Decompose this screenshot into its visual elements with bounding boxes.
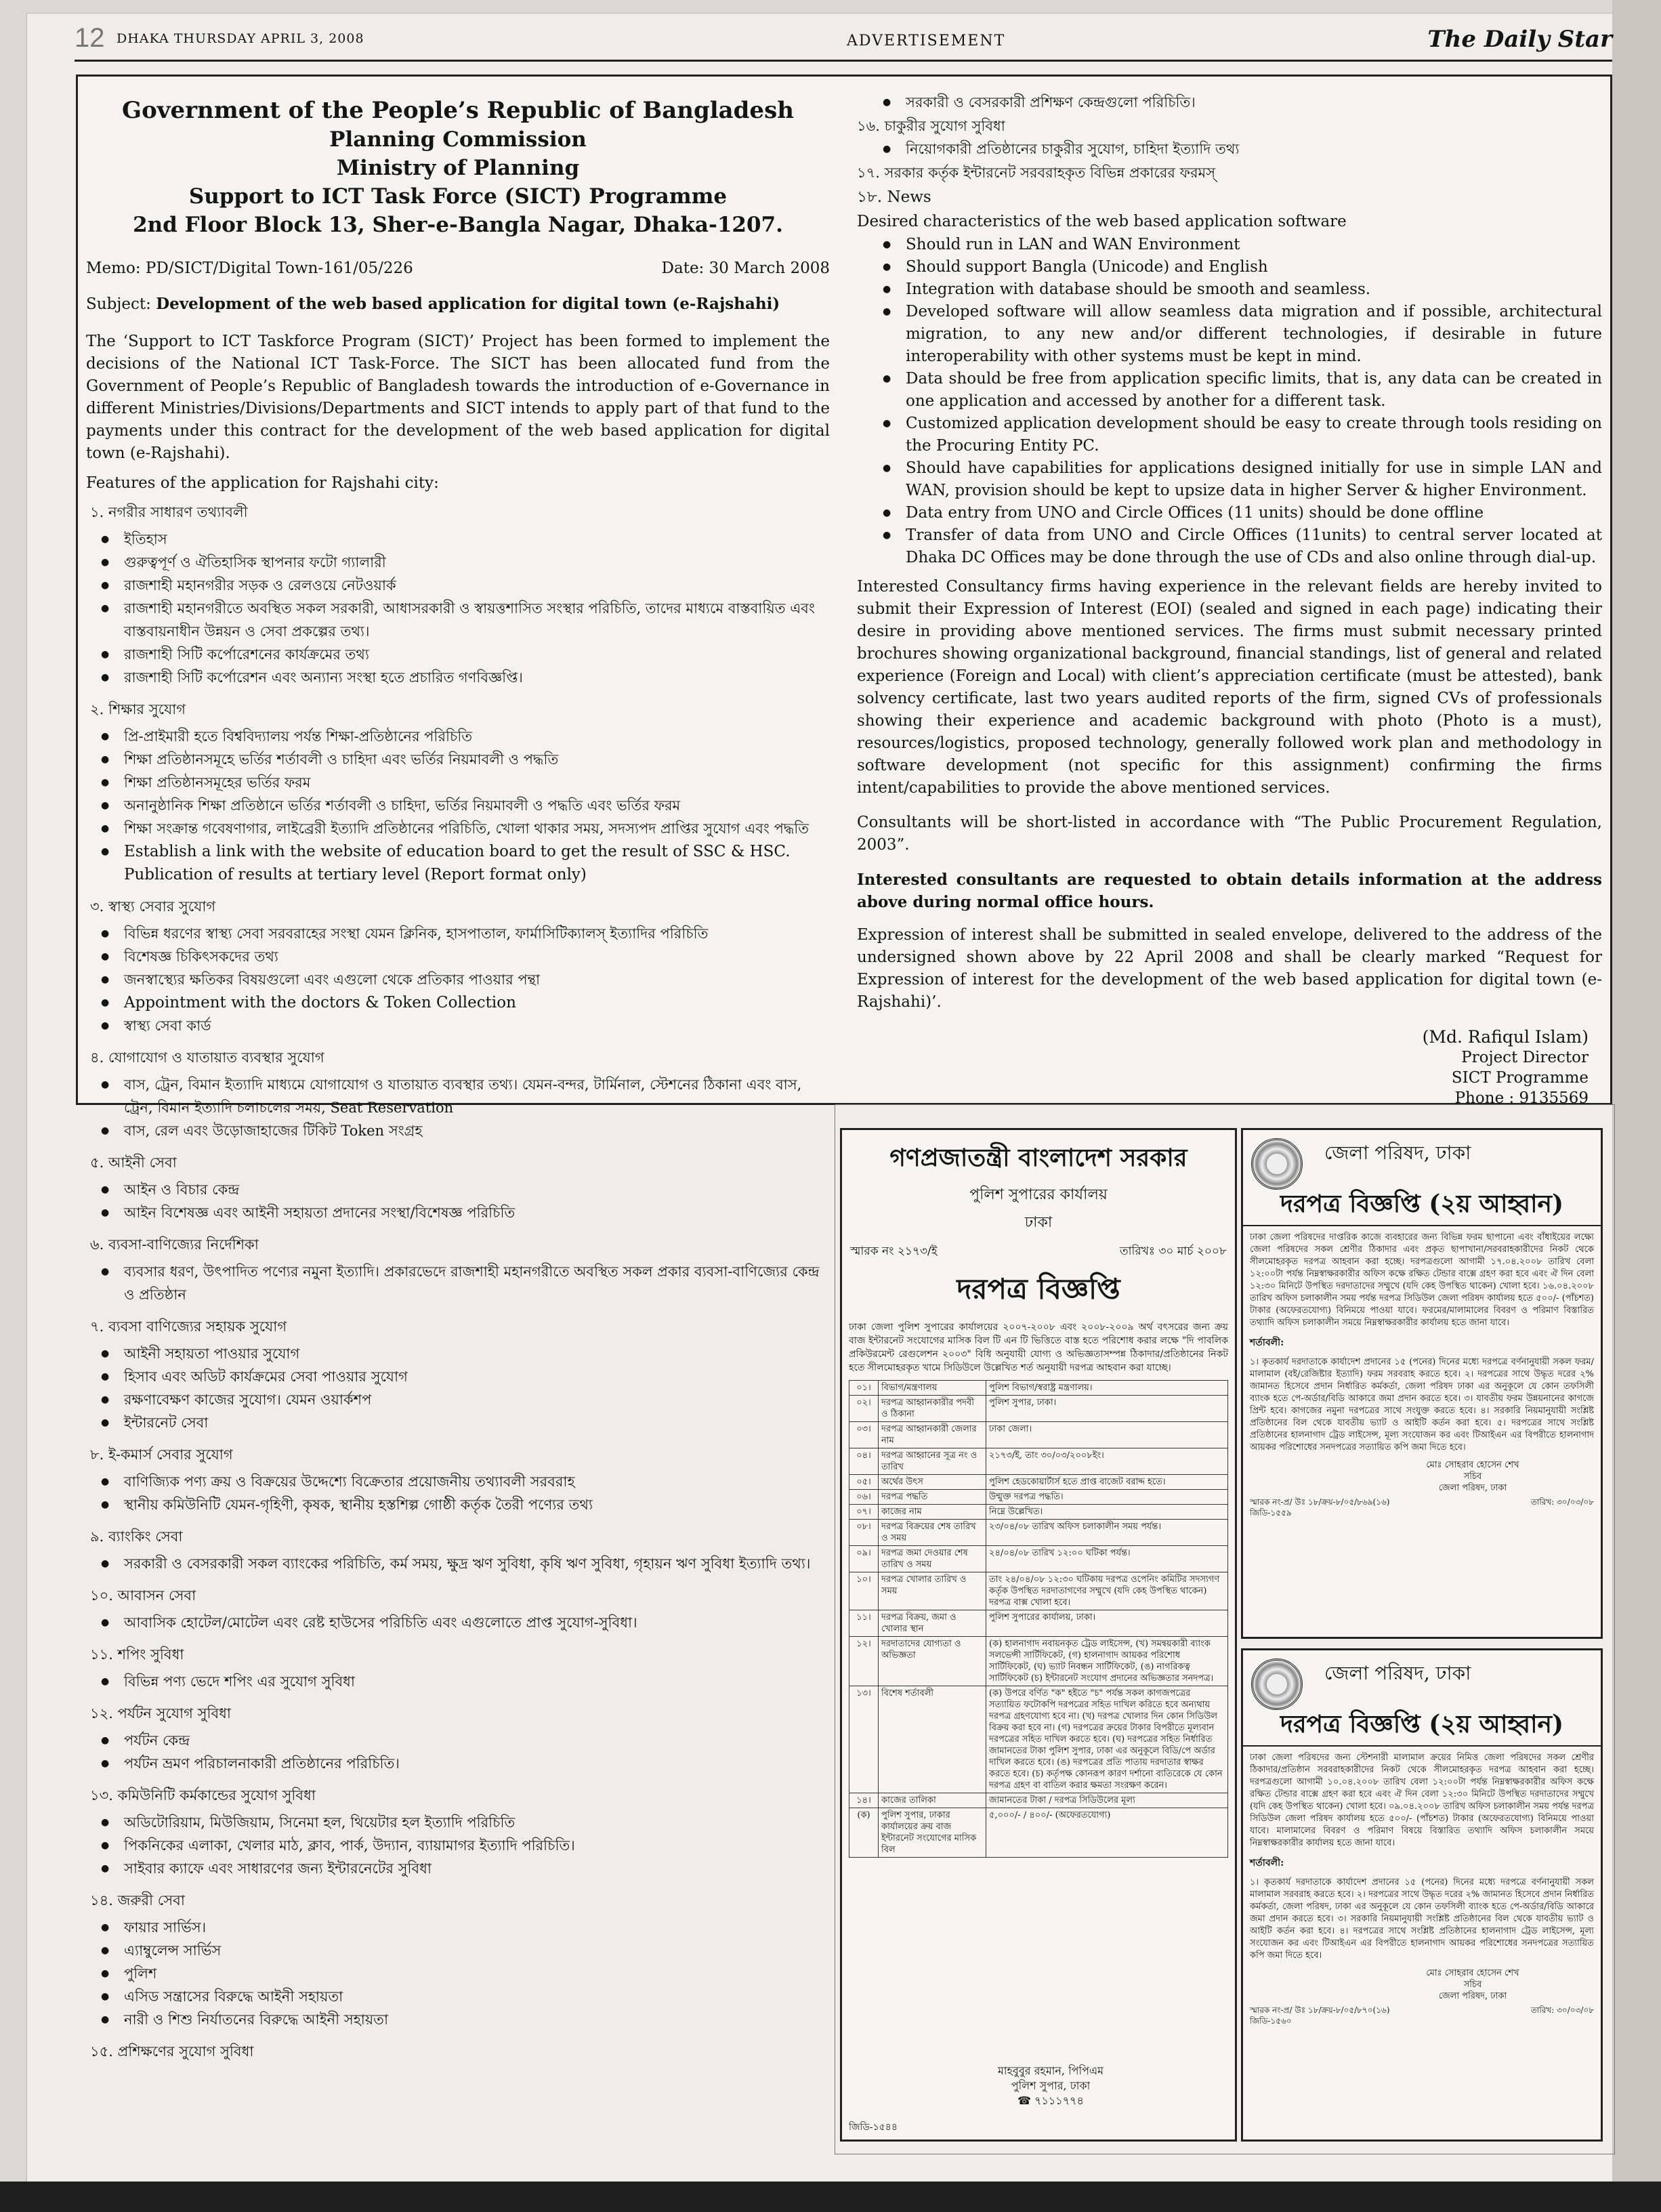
list-item: ● Transfer of data from UNO and Circle Offices (11units) to central server located at Dhaka DC Offices may be done through the use of CDs and also online through dial-up. (906, 524, 1602, 569)
list-item: ● পিকনিকের এলাকা, খেলার মাঠ, ক্লাব, পার্ক, উদ্যান, ব্যায়ামাগর ইত্যাদি পরিচিতি। (124, 1834, 830, 1857)
table-cell: ৫,০০০/- / ৪০০/- (অফেরতযোগ্য) (986, 1808, 1228, 1858)
list-item: ● রাজশাহী সিটি কর্পোরেশনের কার্যক্রমের তথ্য (124, 643, 830, 666)
table-cell: দরপত্র আহ্বানকারী জেলার নাম (879, 1422, 986, 1448)
police-heading: দরপত্র বিজ্ঞপ্তি (956, 1272, 1120, 1306)
table-row (849, 1686, 1228, 1793)
shortlist-paragraph: Consultants will be short-listed in accordance with “The Public Procurement Regulation, 2003”. (857, 814, 1602, 854)
eoi-paragraph: Interested Consultancy firms having experience in the relevant fields are hereby invited to submit their Expression of Interest (EOI) (sealed and signed in each page) indicating their desire in providing above mentioned services. The firms must submit necessary printed brochures showing organizational background, financial standings, list of general and related experience (Foreign and Local) with client’s appreciation certificate (must be attested), bank solvency certificate, last two years audited reports of the firm, signed CVs of professionals showing their experience and academic background with photo (Photo is a must), resources/logistics, proposed technology, generally followed work plan and methodology in software development (not specific for this assignment) confirming the firms intent/capabilities to provide the above mentioned services. (857, 578, 1602, 797)
police-city: ঢাকা (1024, 1214, 1053, 1231)
list-item: ● রাজশাহী মহানগরীতে অবস্থিত সকল সরকারী, আধাসরকারী ও স্বায়ত্তশাসিত সংস্থার পরিচিতি, তাদের মাধ্যমে বাস্তবায়িত এবং বাস্তবায়নাধীন উন্নয়ন ও সেবা প্রকল্পের তথ্য। (124, 597, 830, 643)
zp1-footer (1250, 1497, 1594, 1518)
feature-section-heading: ১৩. কমিউনিটি কর্মকান্ডের সুযোগ সুবিধা (90, 1787, 316, 1803)
subject-text: Development of the web based application for digital town (e-Rajshahi) (156, 295, 780, 313)
police-tender-notice (840, 1128, 1237, 2142)
feature-section-heading: ৩. স্বাস্থ্য সেবার সুযোগ (90, 898, 216, 915)
list-item: ● বিভিন্ন ধরণের স্বাস্থ্য সেবা সরবরাহের সংস্থা যেমন ক্লিনিক, হাসপাতাল, ফার্মাসিটিক্যালস্ ইত্যাদির পরিচিতি (124, 922, 830, 945)
list-item: ● অডিটোরিয়াম, মিউজিয়াম, সিনেমা হল, থিয়েটার হল ইত্যাদি পরিচিতি (124, 1811, 830, 1834)
table-cell: ২১৭৩/ই, তাং ৩০/০৩/২০০৮ইং। (986, 1448, 1228, 1475)
submission-paragraph: Expression of interest shall be submitted in sealed envelope, delivered to the address of the undersigned shown above by 22 April 2008 and shall be clearly marked “Request for Expression of interest for the development of the web based application for digital town (e-Rajshahi)’. (857, 926, 1602, 1011)
table-cell: (ক) (849, 1808, 879, 1858)
police-intro: ঢাকা জেলা পুলিশ সুপারের কার্যালয়ের ২০০৭-২০০৮ এবং ২০০৮-২০০৯ অর্থ বৎসরের জন্য ক্রয় বাজ ইন্টারনেট সংযোগের মাসিক বিল টি এন টি ভিত্তিতে বাস্ত হতে পরিশোধ করার লক্ষে "দি পাবলিক প্রকিউরমেন্ট রেগুলেশন ২০০৩" বিধি অনুযায়ী যোগ্য ও অভিজ্ঞতাসম্পন্ন ঠিকাদার/প্রতিষ্ঠানের নিকট হতে সীলমোহরকৃত খামে সিডিউলে উল্লেখিত শর্ত অনুযায়ী দরপত্র আহবান করা যাচ্ছে। (849, 1322, 1228, 1373)
table-cell: পুলিশ সুপার, ঢাকা। (986, 1396, 1228, 1422)
zp1-signer-title: সচিব (1463, 1472, 1482, 1482)
page-header (75, 19, 1612, 62)
table-cell: ০১। (849, 1381, 879, 1396)
list-item: ● জনস্বাস্থ্যের ক্ষতিকর বিষয়গুলো এবং এগুলো থেকে প্রতিকার পাওয়ার পন্থা (124, 968, 830, 991)
police-memo-row (850, 1243, 1227, 1260)
list-item: ● পর্যটন ভ্রমণ পরিচালনাকারী প্রতিষ্ঠানের পরিচিতি। (124, 1752, 830, 1775)
list-item: ● রাজশাহী সিটি কর্পোরেশন এবং অন্যান্য সংস্থা হতে প্রচারিত গণবিজ্ঞপ্তি। (124, 666, 830, 689)
table-cell: বিভাগ/মন্ত্রণালয় (879, 1381, 986, 1396)
table-cell: ১২। (849, 1637, 879, 1686)
list-item: ● পর্যটন কেন্দ্র (124, 1729, 830, 1752)
zp1-signer-name: মোঃ সোহরাব হোসেন শেখ (1426, 1460, 1519, 1470)
table-row (849, 1793, 1228, 1808)
table-cell: দরপত্র জমা দেওয়ার শেষ তারিখ ও সময় (879, 1546, 986, 1572)
feature-section-list (86, 922, 830, 1037)
list-item: ● সাইবার ক্যাফে এবং সাধারণের জন্য ইন্টারনেটের সুবিধা (124, 1857, 830, 1880)
zp1-header (1243, 1130, 1601, 1226)
police-ref: জিডি-১৫৪৪ (849, 2122, 898, 2133)
table-cell: ১০। (849, 1572, 879, 1610)
scan-bottom-edge (0, 2182, 1661, 2212)
feature-section-heading: ১২. পর্যটন সুযোগ সুবিধা (90, 1705, 232, 1721)
list-item: ● বাস, ট্রেন, বিমান ইত্যাদি মাধ্যমে যোগাযোগ ও যাতায়াত ব্যবস্থার তথ্য। যেমন-বন্দর, টার্মিনাল, স্টেশনের ঠিকানা এবং বাস, ট্রেন, বিমান ইত্যাদি চলাচলের সময়, Seat Reservation (124, 1073, 830, 1119)
table-row (849, 1610, 1228, 1637)
table-cell: দরপত্র বিক্রয়, জমা ও খোলার স্থান (879, 1610, 986, 1637)
list-item: ● Customized application development should be easy to create through tools residing on the Procuring Entity PC. (906, 413, 1602, 457)
list-item: ● Should have capabilities for applications designed initially for use in simple LAN and WAN, provision should be kept to upsize data in higher Server & higher Environment. (906, 457, 1602, 502)
police-office: পুলিশ সুপারের কার্যালয় (969, 1186, 1108, 1203)
zp2-signer-org: জেলা পরিষদ, ঢাকা (1438, 1991, 1507, 2001)
subject-prefix: Subject: (86, 295, 151, 313)
zp2-memo: স্মারক নং-প্র/ উঃ ১৮/ক্রয়-৮/০৫/৮৭০(১৬) (1250, 2005, 1390, 2015)
police-tender-table (849, 1380, 1228, 1858)
zp2-body: ঢাকা জেলা পরিষদের জন্য স্টেশনারী মালামাল ক্রয়ের নিমিত্ত জেলা পরিষদের সকল শ্রেণীর ঠিকাদার/প্রতিষ্ঠান সরবরাহকারীদের নিকট থেকে সীলমোহরকৃত দরপত্র আহবান করা হচ্ছে। দরপত্রগুলো আগামী ১০.০৪.২০০৮ তারিখ বেলা ১২:০০টা পর্যন্ত নিম্নস্বাক্ষরকারীর অফিস কক্ষে রক্ষিত টেন্ডার বাক্সে গ্রহণ করা হবে এবং ঐ দিন বেলা ১২:৩০ মিনিটে উপস্থিত দরদাতাদের সম্মুখে (যদি কেহ উপস্থিত থাকেন) খোলা হবে। ০৯.০৪.২০০৮ তারিখ অফিস চলাকালীন সময় পর্যন্ত দরপত্র সিডিউল জেলা পরিষদ কার্যালয় হতে ৫০০/- (পাঁচশত) টাকার (অফেরতযোগ্য) বিনিময়ে পাওয়া যাবে। মালামালের বিবরণ ও পরিমাণ বিষয়ে বিস্তারিত তথ্যাদি অফিস চলাকালীন সময়ে নিম্নস্বাক্ষরকারীর কার্যালয় হতে জানা যাবে। (1250, 1753, 1594, 1848)
left-column (86, 96, 830, 2067)
table-cell: পুলিশ বিভাগ/স্বরাষ্ট্র মন্ত্রণালয়। (986, 1381, 1228, 1396)
signer-title: Project Director (1461, 1049, 1589, 1066)
table-cell: পুলিশ সুপার, ঢাকার কার্যালয়ের ক্রয় বাজ ইন্টারনেট সংযোগের মাসিক বিল (879, 1808, 986, 1858)
table-cell: তাং ২৪/০৪/০৮ ১২:৩০ ঘটিকায় দরপত্র ওপেনিং কমিটির সদস্যগণ কর্তৃক উপস্থিত দরদাতাগণের সম্মুখে (যদি কেহ উপস্থিত থাকেন) দরপত্র বাক্স খোলা হবে। (986, 1572, 1228, 1610)
table-cell: দরপত্র বিক্রয়ের শেষ তারিখ ও সময় (879, 1520, 986, 1546)
table-row (849, 1808, 1228, 1858)
zp1-ref: জিডি-১৫৫৯ (1250, 1508, 1292, 1518)
zp2-ref: জিডি-১৫৬০ (1250, 2016, 1292, 2026)
feature-section-list (86, 1729, 830, 1775)
feature-section-list (86, 725, 830, 886)
zp2-signer-title: সচিব (1463, 1980, 1482, 1990)
list-item: ● হিসাব এবং অডিট কার্যক্রমের সেবা পাওয়ার সুযোগ (124, 1365, 830, 1388)
list-item: ● Developed software will allow seamless data migration and if possible, architectural migration, to any new and/or different technologies, if desirable in future interoperability with other systems must be kept in mind. (906, 301, 1602, 368)
feature-section-list (86, 1552, 830, 1575)
feature-section-list (86, 1811, 830, 1880)
table-row (849, 1637, 1228, 1686)
feature-section-list (86, 1916, 830, 2031)
list-item: ● Should run in LAN and WAN Environment (906, 234, 1602, 256)
list-item: ● শিক্ষা সংক্রান্ত গবেষণাগার, লাইব্রেরী ইত্যাদি প্রতিষ্ঠানের পরিচিতি, খোলা থাকার সময়, সদস্যপদ প্রাপ্তির সুযোগ এবং পদ্ধতি (124, 817, 830, 840)
feature-section-heading: ১৫. প্রশিক্ষণের সুযোগ সুবিধা (90, 2043, 254, 2060)
list-item: ● শিক্ষা প্রতিষ্ঠানসমূহে ভর্তির শর্তাবলী ও চাহিদা এবং ভর্তির নিয়মাবলী ও পদ্ধতি (124, 748, 830, 771)
table-row (849, 1490, 1228, 1505)
jobs-list (857, 138, 1602, 161)
zila-parishad-seal-icon (1251, 1138, 1303, 1190)
feature-section-heading: ৮. ই-কমার্স সেবার সুযোগ (90, 1446, 233, 1463)
zp1-date: তারিখ: ৩০/০৩/০৮ (1530, 1497, 1594, 1507)
police-org: গণপ্রজাতন্ত্রী বাংলাদেশ সরকার (889, 1144, 1187, 1172)
programme-title: Support to ICT Task Force (SICT) Programme (188, 184, 728, 209)
zp2-header (1243, 1650, 1601, 1747)
table-cell: দরপত্র আহ্বানের সূত্র নং ও তারিখ (879, 1448, 986, 1475)
list-item: ● শিক্ষা প্রতিষ্ঠানসমূহের ভর্তির ফরম (124, 771, 830, 794)
memo-row (86, 259, 830, 283)
signer-org: SICT Programme (1451, 1069, 1589, 1087)
feature-section-heading: ৭. ব্যবসা বাণিজ্যের সহায়ক সুযোগ (90, 1318, 287, 1335)
feature-section-heading: ৪. যোগাযোগ ও যাতায়াত ব্যবস্থার সুযোগ (90, 1049, 324, 1066)
list-item: ● নিয়োগকারী প্রতিষ্ঠানের চাকুরীর সুযোগ, চাহিদা ইত্যাদি তথ্য (906, 138, 1602, 161)
zp2-terms: ১। কৃতকার্য দরদাতাকে কার্যাদেশ প্রদানের ১৫ (পনের) দিনের মধ্যে দরপত্রে বর্ণনানুযায়ী সকল মালামাল সরবরাহ করতে হবে। ২। দরপত্রের সাথে উদ্ধৃত দরের ২% জামানত হিসেবে প্রদান নির্ধারিত কর্মকর্তা, জেলা পরিষদ, ঢাকা এর অনুকূলে যে কোন তফসিলী ব্যাংক হতে পে-অর্ডার/বিডি আকারে জমা প্রদান করতে হবে। ৩। সরকারি নিয়মানুযায়ী সংশ্লিষ্ট প্রতিষ্ঠানের বিল থেকে যাবতীয় ভ্যাট ও আইটি কর্তন করা হবে। ৪। দরপত্রের সাথে সংশ্লিষ্ট প্রতিষ্ঠানের হালনাগাদ ট্রেড লাইসেন্স, মূল্য সংযোজন কর এবং টিআইএন এর বিপরীতে হালনাগাদ আয়কর পরিশোধের সনদপত্রের সত্যায়িত কপি জমা দিতে হবে। (1250, 1877, 1594, 1961)
table-cell: ০২। (849, 1396, 879, 1422)
list-item: ● ফায়ার সার্ভিস। (124, 1916, 830, 1939)
list-item: ● আইনী সহায়তা পাওয়ার সুযোগ (124, 1342, 830, 1365)
feature-section-heading: ৯. ব্যাংকিং সেবা (90, 1528, 183, 1545)
list-item: ● প্রি-প্রাইমারী হতে বিশ্ববিদ্যালয় পর্যন্ত শিক্ষা-প্রতিষ্ঠানের পরিচিতি (124, 725, 830, 748)
table-cell: ০৭। (849, 1505, 879, 1520)
list-item: ● বাস, রেল এবং উড়োজাহাজের টিকিট Token সংগ্রহ (124, 1119, 830, 1142)
ministry-title: Ministry of Planning (336, 156, 580, 180)
signer-phone: Phone : 9135569 (1454, 1089, 1589, 1107)
feature-section-heading: ১০. আবাসন সেবা (90, 1587, 196, 1604)
table-row (849, 1396, 1228, 1422)
desired-heading: Desired characteristics of the web based application software (857, 213, 1347, 230)
right-column (857, 91, 1602, 1108)
features-heading: Features of the application for Rajshahi city: (86, 474, 439, 492)
list-item: ● ইতিহাস (124, 528, 830, 551)
list-item: ● রাজশাহী মহানগরীর সড়ক ও রেলওয়ে নেটওয়ার্ক (124, 574, 830, 597)
page-number: 12 (75, 23, 105, 53)
table-cell: ২৪/০৪/০৮ তারিখ ১২:০০ ঘটিকা পর্যন্ত। (986, 1546, 1228, 1572)
list-item: ● রক্ষণাবেক্ষণ কাজের সুযোগ। যেমন ওয়ার্কশপ (124, 1388, 830, 1411)
memo-date: Date: 30 March 2008 (661, 259, 830, 277)
memo-number: Memo: PD/SICT/Digital Town-161/05/226 (86, 259, 413, 277)
table-cell: দরপত্র পদ্ধতি (879, 1490, 986, 1505)
table-cell: কাজের নাম (879, 1505, 986, 1520)
feature-section-heading: ৫. আইনী সেবা (90, 1154, 177, 1171)
table-cell: (ক) হালনাগাদ নবায়নকৃত ট্রেড লাইসেন্স, (খ) সমন্বয়কারী ব্যাংক সলভেন্সী সার্টিফিকেট, (গ) হালনাগাদ আয়কর পরিশোধ সার্টিফিকেট, (ঘ) ভ্যাট নিবন্ধন সার্টিফিকেট, (ঙ) নাগরিকত্ব সার্টিফিকেট (চ) ইন্টারনেট সংযোগ প্রদানের অভিজ্ঞতার সনদপত্র। (986, 1637, 1228, 1686)
table-row (849, 1475, 1228, 1490)
feature-section-list (86, 1611, 830, 1634)
table-cell: অর্থের উৎস (879, 1475, 986, 1490)
table-row (849, 1381, 1228, 1396)
feature-section-list (86, 1178, 830, 1224)
table-cell: ০৯। (849, 1546, 879, 1572)
list-item: ● এ্যাম্বুলেন্স সার্ভিস (124, 1939, 830, 1962)
feature-section-heading: ২. শিক্ষার সুযোগ (90, 701, 186, 717)
section-17-heading: ১৭. সরকার কর্তৃক ইন্টারনেট সরবরাহকৃত বিভিন্ন প্রকারের ফরমস্ (857, 165, 1216, 181)
features-list (86, 501, 830, 2064)
table-cell: দরপত্র আহ্বানকারীর পদবী ও ঠিকানা (879, 1396, 986, 1422)
table-row (849, 1546, 1228, 1572)
list-item: ● সরকারী ও বেসরকারী সকল ব্যাংকের পরিচিতি, কর্ম সময়, ক্ষুদ্র ঋণ সুবিধা, কৃষি ঋণ সুবিধা, গৃহায়ন ঋণ সুবিধা ইত্যাদি তথ্য। (124, 1552, 830, 1575)
police-signer-phone: ☎ ৭১১১৭৭৪ (1017, 2094, 1084, 2107)
details-paragraph: Interested consultants are requested to obtain details information at the address above during normal office hours. (857, 871, 1602, 911)
address-title: 2nd Floor Block 13, Sher-e-Bangla Nagar, Dhaka-1207. (133, 213, 783, 237)
zp1-terms: ১। কৃতকার্য দরদাতাকে কার্যাদেশ প্রদানের ১৫ (পনের) দিনের মধ্যে দরপত্রে বর্ণনানুযায়ী সকল ফরম/মালামাল (বই/রেজিষ্টার ইত্যাদি) ফরম সরবরাহ করতে হবে। ২। দরপত্রের সাথে উদ্ধৃত দরের ২% জামানত হিসেবে প্রদান নির্ধারিত কর্মকর্তা, জেলা পরিষদ ঢাকা এর অনুকূলে যে কোন তফসিলী ব্যাংক হতে পে-অর্ডার/বিডি আকারে জমা প্রদান করতে হবে। ৩। যাবতীয় ফরম উন্নয়নানের কাগজে প্রিন্ট হবে। কাগজের নমুনা দরপত্রের সাথে সংযুক্ত করতে হবে। ৪। সরকারি নিয়মানুযায়ী সংশ্লিষ্ট প্রতিষ্ঠানের বিল থেকে যাবতীয় ভ্যাট ও আইটি কর্তন করা হবে। ৫। দরপত্রের সাথে সংশ্লিষ্ট প্রতিষ্ঠানের হালনাগাদ ট্রেড লাইসেন্স, মূল্য সংযোজন কর এবং টিআইএন এর বিপরীতে হালনাগাদ আয়কর পরিশোধের সনদপত্রের সত্যায়িত কপি জমা দিতে হবে। (1250, 1357, 1594, 1453)
list-item: ● বাণিজ্যিক পণ্য ক্রয় ও বিক্রয়ের উদ্দেশ্যে বিক্রেতার প্রয়োজনীয় তথ্যাবলী সরবরাহ (124, 1470, 830, 1493)
table-cell: ০৪। (849, 1448, 879, 1475)
table-cell: জামানতের টাকা / দরপত্র সিডিউলের মূল্য (986, 1793, 1228, 1808)
date-line: DHAKA THURSDAY APRIL 3, 2008 (117, 31, 364, 46)
table-cell: দরপত্র খোলার তারিখ ও সময় (879, 1572, 986, 1610)
list-item: ● Should support Bangla (Unicode) and English (906, 256, 1602, 278)
zp1-org: জেলা পরিষদ, ঢাকা (1324, 1142, 1471, 1164)
feature-section-list (86, 1260, 830, 1306)
feature-section-heading: ১. নগরীর সাধারণ তথ্যাবলী (90, 504, 248, 520)
list-item: ● Establish a link with the website of education board to get the result of SSC & HSC. Publication of results at tertiary level (Report format only) (124, 840, 830, 886)
feature-section-heading: ১৪. জরুরী সেবা (90, 1892, 185, 1908)
zila-parishad-notice-1 (1241, 1128, 1603, 1639)
zp2-org: জেলা পরিষদ, ঢাকা (1324, 1662, 1471, 1684)
table-cell: ০৫। (849, 1475, 879, 1490)
training-list (857, 91, 1602, 114)
table-cell: দরদাতাদের যোগ্যতা ও অভিজ্ঞতা (879, 1637, 986, 1686)
list-item: ● আবাসিক হোটেল/মোটেল এবং রেষ্ট হাউসের পরিচিতি এবং এগুলোতে প্রাপ্ত সুযোগ-সুবিধা। (124, 1611, 830, 1634)
zp1-memo: স্মারক নং-প্র/ উঃ ১৮/ক্রয়-৮/০৫/৮৬৯(১৬) (1250, 1497, 1390, 1507)
zp1-signature (1345, 1459, 1601, 1494)
zp1-heading: দরপত্র বিজ্ঞপ্তি (২য় আহ্বান) (1280, 1190, 1564, 1218)
zp1-signer-org: জেলা পরিষদ, ঢাকা (1438, 1483, 1507, 1493)
zp2-heading: দরপত্র বিজ্ঞপ্তি (২য় আহ্বান) (1280, 1710, 1564, 1738)
list-item: ● বিশেষজ্ঞ চিকিৎসকদের তথ্য (124, 945, 830, 968)
list-item: ● অনানুষ্ঠানিক শিক্ষা প্রতিষ্ঠানে ভর্তির শর্তাবলী ও চাহিদা, ভর্তির নিয়মাবলী ও পদ্ধতি এবং ভর্তির ফরম (124, 794, 830, 817)
table-row (849, 1448, 1228, 1475)
police-date: তারিখঃ ৩০ মার্চ ২০০৮ (1119, 1245, 1227, 1258)
section-18-heading: ১৮. News (857, 188, 931, 206)
table-cell: পুলিশ সুপারের কার্যালয়, ঢাকা। (986, 1610, 1228, 1637)
zp2-date: তারিখ: ৩০/০৩/০৮ (1530, 2005, 1594, 2015)
table-cell: বিশেষ শর্তাবলী (879, 1686, 986, 1793)
list-item: ● গুরুত্বপূর্ণ ও ঐতিহাসিক স্থাপনার ফটো গ্যালারী (124, 551, 830, 574)
list-item: ● এসিড সন্ত্রাসের বিরুদ্ধে আইনী সহায়তা (124, 1985, 830, 2008)
signer-name: (Md. Rafiqul Islam) (1422, 1027, 1589, 1047)
list-item: ● নারী ও শিশু নির্যাতনের বিরুদ্ধে আইনী সহায়তা (124, 2008, 830, 2031)
zp1-body: ঢাকা জেলা পরিষদের দাপ্তরিক কাজে ব্যবহারের জন্য বিভিন্ন ফরম ছাপানো এবং বাঁধাইয়ের লক্ষ্যে জেলা পরিষদের সকল শ্রেণীর ঠিকাদার এবং প্রকৃত ছাপাখানা/সরবরাহকারীদের নিকট থেকে সীলমোহরকৃত দরপত্র আহবান করা হচ্ছে। দরপত্রগুলো আগামী ১৭.০৪.২০০৮ তারিখ বেলা ১২:০০টা পর্যন্ত নিম্নস্বাক্ষরকারীর অফিস কক্ষে রক্ষিত টেন্ডার বাক্সে গ্রহণ করা হবে এবং ঐ দিন বেলা ১২:৩০ মিনিটে উপস্থিত দরদাতাদের সম্মুখে (যদি কেহ উপস্থিত থাকেন) খোলা হবে। ১৬.০৪.২০০৮ তারিখ অফিস চলাকালীন সময় পর্যন্ত দরপত্র সিডিউল জেলা পরিষদ কার্যালয় হতে ৫০০/- (পাঁচশত) টাকার (অফেরতযোগ্য) বিনিময়ে পাওয়া যাবে। ফরমের/মালামালের বিবরণ ও পরিমাণ বিস্তারিত তথ্যাদি অফিস চলাকালীন সময়ে নিম্নস্বাক্ষরকারীর কার্যালয় হতে জানা যাবে। (1250, 1232, 1594, 1328)
police-signature (998, 2064, 1103, 2108)
feature-section-heading: ১১. শপিং সুবিধা (90, 1646, 184, 1663)
commission-title: Planning Commission (329, 127, 587, 152)
table-row (849, 1572, 1228, 1610)
zp2-signer-name: মোঃ সোহরাব হোসেন শেখ (1426, 1968, 1519, 1978)
table-row (849, 1505, 1228, 1520)
list-item: ● স্থানীয় কমিউনিটি যেমন-গৃহিণী, কৃষক, স্থানীয় হস্তশিল্প গোষ্ঠী কর্তৃক তৈরী পণ্যের তথ্য (124, 1493, 830, 1516)
table-cell: ১৪। (849, 1793, 879, 1808)
list-item: ● Data entry from UNO and Circle Offices (11 units) should be done offline (906, 502, 1602, 524)
table-cell: ২৩/০৪/০৮ তারিখ অফিস চলাকালীন সময় পর্যন্ত। (986, 1520, 1228, 1546)
table-cell: ১৩। (849, 1686, 879, 1793)
list-item: ● সরকারী ও বেসরকারী প্রশিক্ষণ কেন্দ্রগুলো পরিচিতি। (906, 91, 1602, 114)
police-memo: স্মারক নং ২১৭৩/ই (850, 1245, 938, 1258)
list-item: ● পুলিশ (124, 1962, 830, 1985)
feature-section-list (86, 1073, 830, 1142)
table-cell: উন্মুক্ত দরপত্র পদ্ধতি। (986, 1490, 1228, 1505)
list-item: ● ব্যবসার ধরণ, উৎপাদিত পণ্যের নমুনা ইত্যাদি। প্রকারভেদে রাজশাহী মহানগরীতে অবস্থিত সকল প্রকার ব্যবসা-বাণিজ্যের কেন্দ্র ও প্রতিষ্ঠান (124, 1260, 830, 1306)
list-item: ● Appointment with the doctors & Token Collection (124, 991, 830, 1014)
list-item: ● ইন্টারনেট সেবা (124, 1411, 830, 1434)
table-cell: ০৮। (849, 1520, 879, 1546)
table-cell: ১১। (849, 1610, 879, 1637)
section-label: ADVERTISEMENT (847, 33, 1006, 49)
table-cell: পুলিশ হেডকোয়ার্টার্স হতে প্রাপ্ত বাজেট বরাদ্দ হতে। (986, 1475, 1228, 1490)
signature-block (857, 1027, 1602, 1108)
feature-section-heading: ৬. ব্যবসা-বাণিজ্যের নির্দেশিকা (90, 1236, 259, 1253)
zila-parishad-seal-icon (1251, 1658, 1303, 1710)
scan-right-margin (1612, 0, 1661, 2212)
table-cell: ঢাকা জেলা। (986, 1422, 1228, 1448)
list-item: ● স্বাস্থ্য সেবা কার্ড (124, 1014, 830, 1037)
list-item: ● Integration with database should be smooth and seamless. (906, 278, 1602, 301)
newspaper-name: The Daily Star (1427, 26, 1612, 53)
table-cell: (ক) উপরে বর্ণিত "ক" হইতে "চ" পর্যন্ত সকল কাগজপত্রের সত্যায়িত ফটোকপি দরপত্রের সহিত দাখিল করিতে হবে অন্যথায় দরপত্র গ্রহণযোগ্য হবে না। (খ) দরপত্র খোলার দিন কোন সিডিউল বিক্রয় করা হবে না। (গ) দরপত্রের ক্রয়ের টাকার বিপরীতে মূল্যবান দরপত্রের সহিত দাখিল করতে হবে। (ঘ) দরপত্রের সহিত নির্ধারিত জামানতের টাকা পুলিশ সুপার, ঢাকা এর অনুকূলে বিডি/পে অর্ডার দাখিল করতে হবে। (ঙ) দরপত্রের প্রতি পাতায় দরদাতার স্বাক্ষর করতে হবে। (চ) কর্তৃপক্ষ কোনরূপ কারণ দর্শানো ব্যতিরেকে যে কোন দরপত্র গ্রহণ বা বাতিল করার ক্ষমতা সংরক্ষণ করেন। (986, 1686, 1228, 1793)
table-cell: কাজের তালিকা (879, 1793, 986, 1808)
table-row (849, 1520, 1228, 1546)
table-cell: ০৩। (849, 1422, 879, 1448)
list-item: ● বিভিন্ন পণ্য ভেদে শপিং এর সুযোগ সুবিধা (124, 1670, 830, 1693)
zp2-signature (1345, 1967, 1601, 2002)
feature-section-list (86, 1670, 830, 1693)
subject-line (86, 295, 830, 313)
intro-paragraph: The ‘Support to ICT Taskforce Program (SICT)’ Project has been formed to implement the decisions of the National ICT Task-Force. The SICT has been allocated fund from the Government of People’s Republic of Bangladesh towards the introduction of e-Governance in different Ministries/Divisions/Departments and SICT intends to apply part of that fund to the payments under this contract for the development of the web based application for digital town (e-Rajshahi). (86, 333, 830, 462)
police-signer-title: পুলিশ সুপার, ঢাকা (1011, 2079, 1091, 2092)
feature-section-list (86, 528, 830, 689)
table-cell: ০৬। (849, 1490, 879, 1505)
desired-characteristics-list (857, 234, 1602, 569)
zp1-terms-heading: শর্তাবলী: (1250, 1337, 1284, 1348)
zila-parishad-notice-2 (1241, 1648, 1603, 2142)
govt-title: Government of the People’s Republic of Bangladesh (122, 97, 794, 124)
zp2-terms-heading: শর্তাবলী: (1250, 1858, 1284, 1869)
police-signer-name: মাহবুবুর রহমান, পিপিএম (998, 2064, 1104, 2077)
section-16-heading: ১৬. চাকুরীর সুযোগ সুবিধা (857, 118, 1005, 134)
list-item: ● আইন ও বিচার কেন্দ্র (124, 1178, 830, 1201)
list-item: ● আইন বিশেষজ্ঞ এবং আইনী সহায়তা প্রদানের সংস্থা/বিশেষজ্ঞ পরিচিতি (124, 1201, 830, 1224)
feature-section-list (86, 1342, 830, 1434)
feature-section-list (86, 1470, 830, 1516)
table-cell: নিম্নে উল্লেখিত। (986, 1505, 1228, 1520)
table-row (849, 1422, 1228, 1448)
list-item: ● Data should be free from application specific limits, that is, any data can be created in one application and accessed by another for a different task. (906, 368, 1602, 413)
zp2-footer (1250, 2005, 1594, 2026)
